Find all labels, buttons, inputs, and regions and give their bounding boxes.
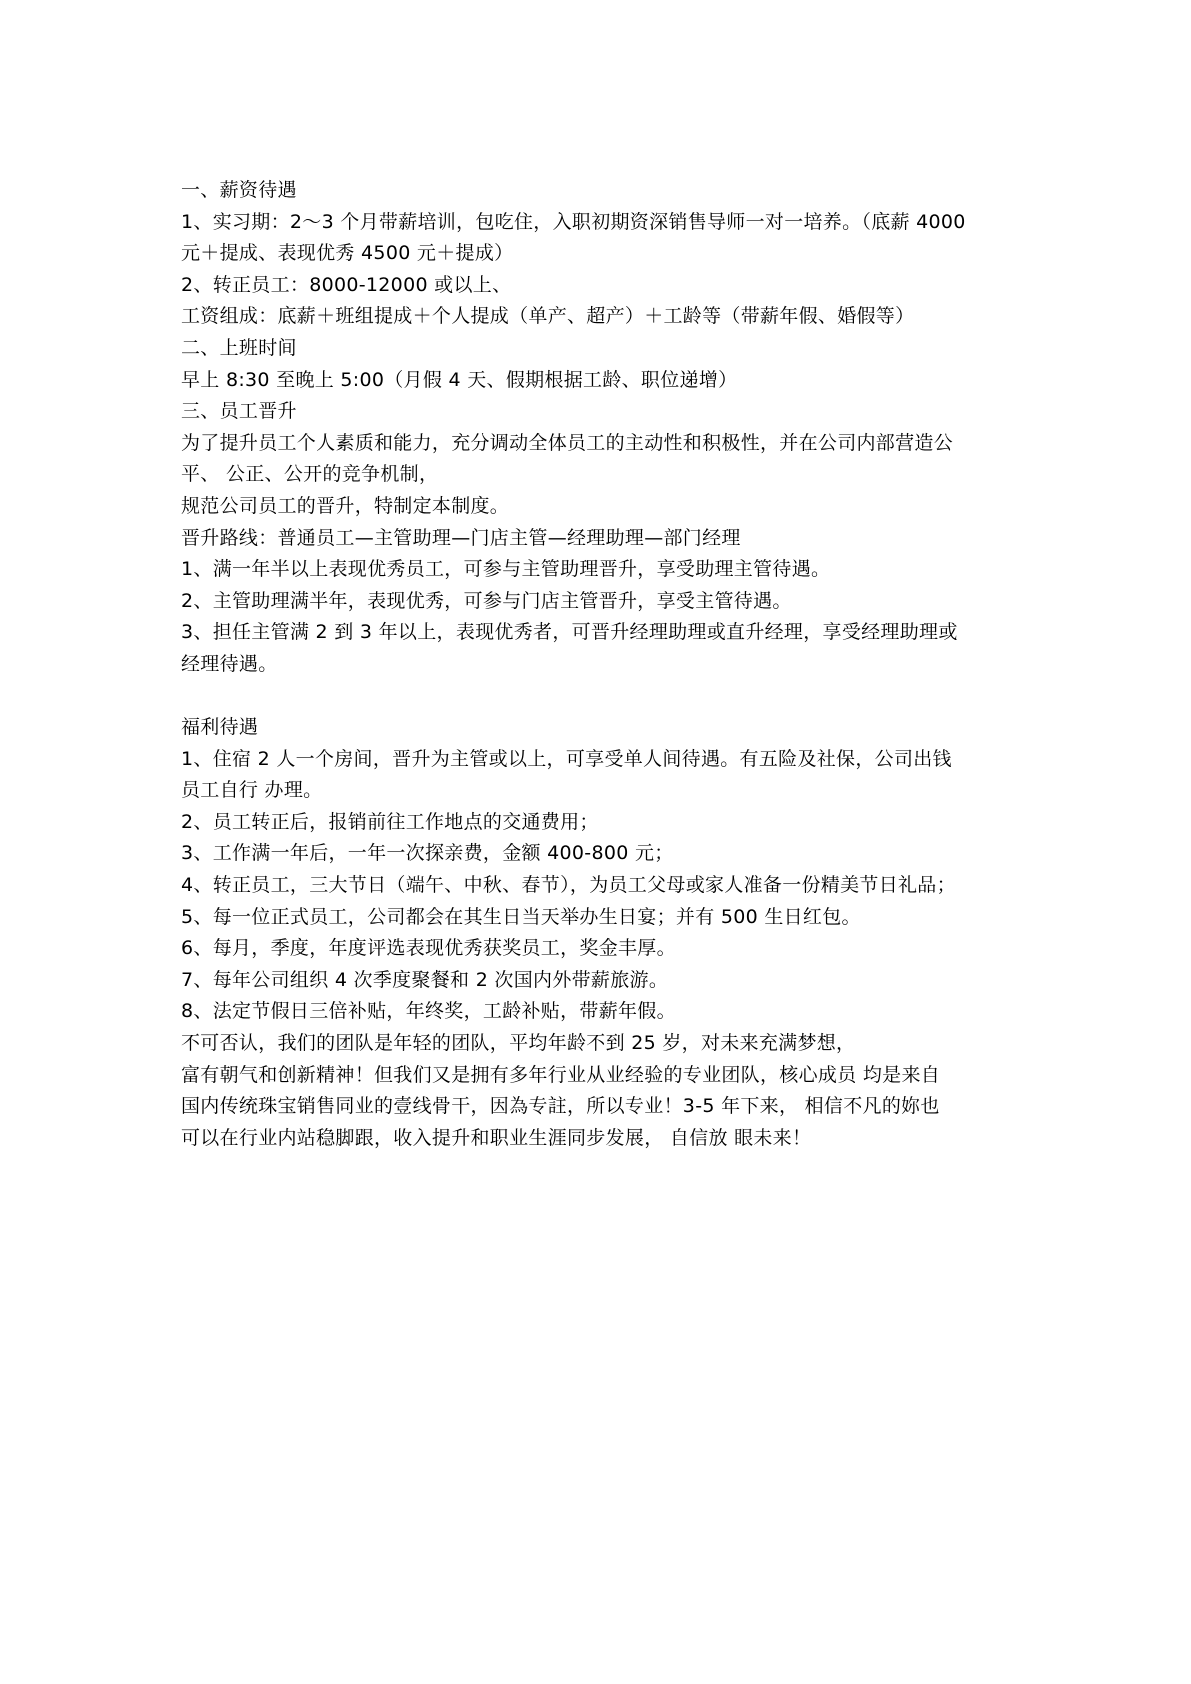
promotion-intro-line-3: 规范公司员工的晋升，特制定本制度。 — [181, 494, 510, 517]
benefit-6: 6、每月，季度，年度评选表现优秀获奖员工，奖金丰厚。 — [181, 937, 676, 960]
benefit-4: 4、转正员工，三大节日（端午、中秋、春节），为员工父母或家人准备一份精美节日礼品； — [181, 874, 956, 897]
salary-heading: 一、薪资待遇 — [181, 179, 297, 201]
closing-line-4: 可以在行业内站稳脚跟，收入提升和职业生涯同步发展， 自信放 眼未来！ — [181, 1126, 812, 1149]
salary-item-2: 2、转正员工：8000-12000 或以上、 — [181, 273, 512, 296]
benefit-5: 5、每一位正式员工，公司都会在其生日当天举办生日宴；并有 500 生日红包。 — [181, 905, 861, 928]
hours-text: 早上 8:30 至晚上 5:00（月假 4 天、假期根据工龄、职位递增） — [181, 368, 738, 391]
salary-composition: 工资组成：底薪＋班组提成＋个人提成（单产、超产）＋工龄等（带薪年假、婚假等） — [181, 305, 915, 328]
salary-item-1-line-1: 1、实习期：2～3 个月带薪培训，包吃住，入职初期资深销售导师一对一培养。（底薪 4000 — [181, 210, 966, 233]
promotion-rule-3-line-1: 3、担任主管满 2 到 3 年以上，表现优秀者，可晋升经理助理或直升经理，享受经理助理或 — [181, 621, 958, 644]
hours-heading: 二、上班时间 — [181, 336, 297, 359]
benefit-3: 3、工作满一年后，一年一次探亲费，金额 400-800 元； — [181, 842, 674, 865]
promotion-rule-2: 2、主管助理满半年，表现优秀，可参与门店主管晋升，享受主管待遇。 — [181, 589, 792, 612]
promotion-rule-3-line-2: 经理待遇。 — [181, 652, 278, 675]
promotion-intro-line-1: 为了提升员工个人素质和能力，充分调动全体员工的主动性和积极性，并在公司内部营造公 — [181, 431, 954, 454]
promotion-heading: 三、员工晋升 — [181, 400, 297, 423]
promotion-intro-line-2: 平、 公正、公开的竞争机制， — [181, 463, 439, 486]
document-page — [181, 175, 1021, 1154]
salary-item-1-line-2: 元＋提成、表现优秀 4500 元＋提成） — [181, 242, 514, 265]
benefit-1-line-2: 员工自行 办理。 — [181, 779, 323, 802]
benefit-8: 8、法定节假日三倍补贴，年终奖，工龄补贴，带薪年假。 — [181, 1000, 676, 1023]
benefit-1-line-1: 1、住宿 2 人一个房间，晋升为主管或以上，可享受单人间待遇。有五险及社保，公司出钱 — [181, 747, 952, 770]
promotion-path: 晋升路线：普通员工—主管助理—门店主管—经理助理—部门经理 — [181, 526, 741, 549]
closing-line-2: 富有朝气和创新精神！但我们又是拥有多年行业从业经验的专业团队，核心成员 均是来自 — [181, 1063, 941, 1086]
benefits-heading: 福利待遇 — [181, 716, 259, 739]
benefit-2: 2、员工转正后，报销前往工作地点的交通费用； — [181, 810, 599, 833]
closing-line-3: 国内传统珠宝销售同业的壹线骨干，因為专註，所以专业！3-5 年下来， 相信不凡的妳也 — [181, 1095, 940, 1118]
blank-line — [181, 681, 1021, 713]
closing-line-1: 不可否认，我们的团队是年轻的团队，平均年龄不到 25 岁，对未来充满梦想， — [181, 1032, 856, 1055]
promotion-rule-1: 1、满一年半以上表现优秀员工，可参与主管助理晋升，享受助理主管待遇。 — [181, 558, 831, 581]
benefit-7: 7、每年公司组织 4 次季度聚餐和 2 次国内外带薪旅游。 — [181, 968, 669, 991]
